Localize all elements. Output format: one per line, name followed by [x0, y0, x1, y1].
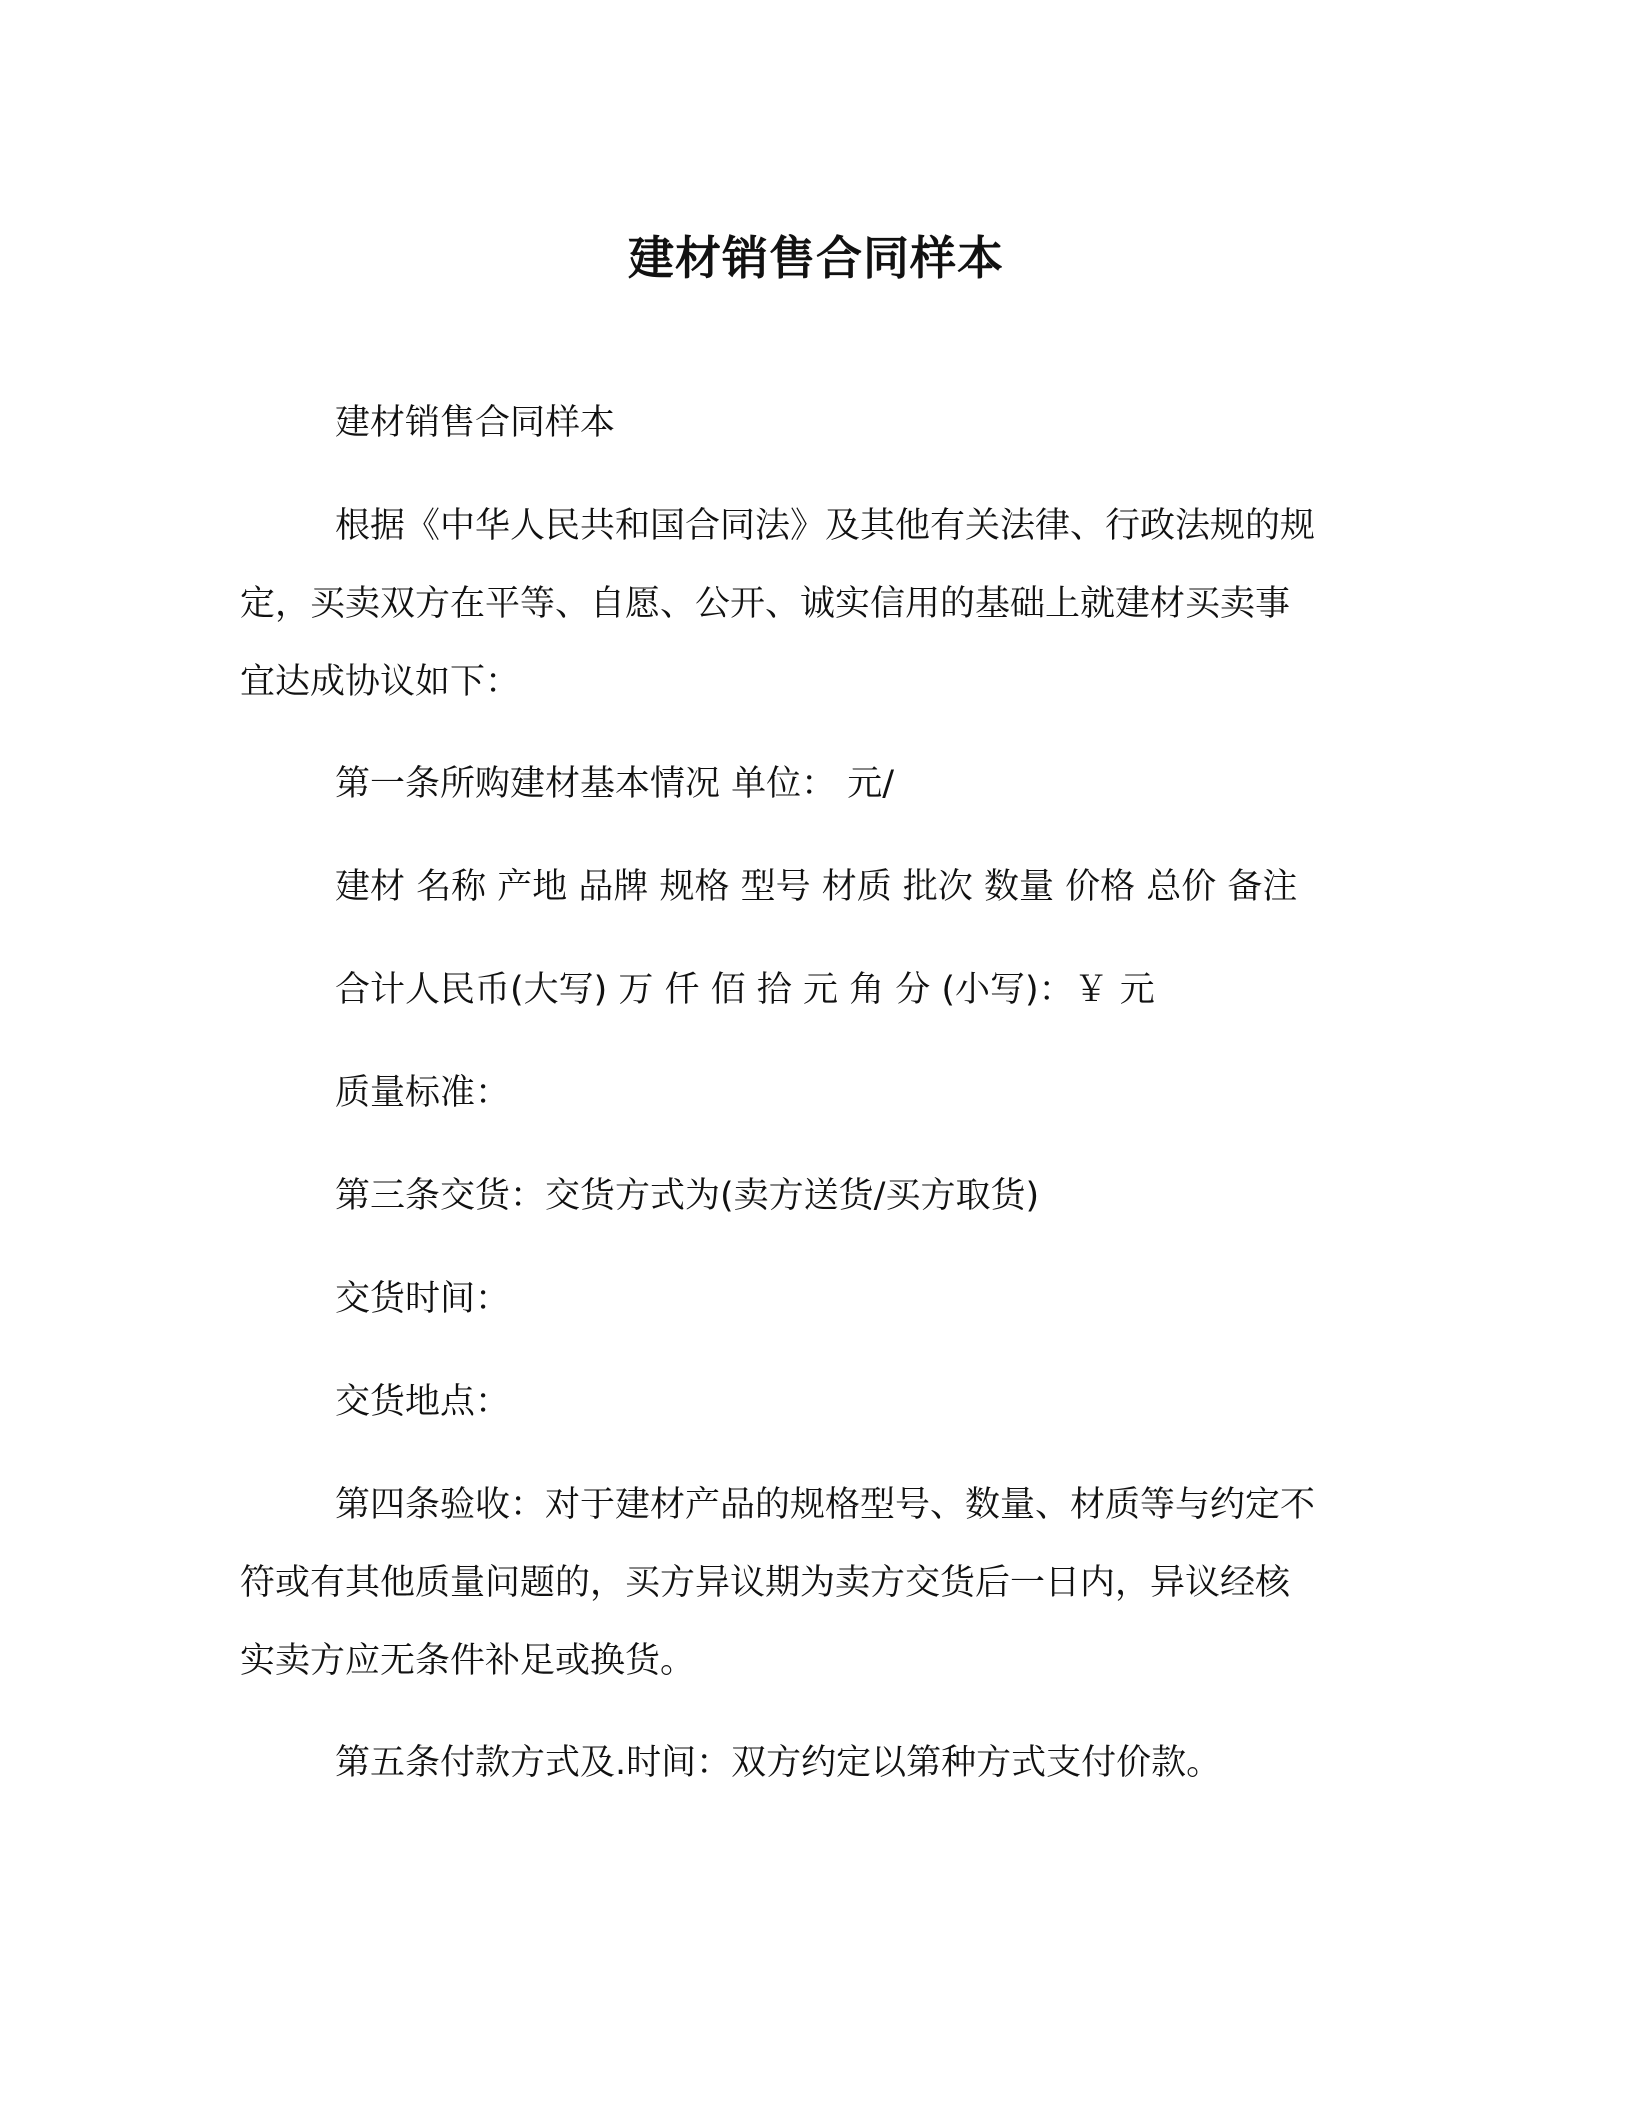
paragraph-line: 交货时间： [335, 1279, 511, 1319]
paragraph-line: 质量标准： [335, 1073, 511, 1113]
paragraph-article-1 [240, 745, 1380, 823]
paragraph-line: 第三条交货：交货方式为(卖方送货/买方取货) [335, 1176, 1040, 1216]
paragraph-line: 合计人民币(大写) 万 仟 佰 拾 元 角 分 (小写)：￥ 元 [335, 970, 1155, 1010]
paragraph-line: 交货地点： [335, 1382, 511, 1422]
paragraph-line: 定，买卖双方在平等、自愿、公开、诚实信用的基础上就建材买卖事 [240, 584, 1291, 624]
paragraph-article-4 [240, 1466, 1380, 1700]
paragraph-delivery-place [240, 1363, 1380, 1441]
paragraph-article-3 [240, 1157, 1380, 1235]
paragraph-delivery-time [240, 1260, 1380, 1338]
paragraph-line: 符或有其他质量问题的，买方异议期为卖方交货后一日内，异议经核 [240, 1563, 1291, 1603]
paragraph-line: 建材 名称 产地 品牌 规格 型号 材质 批次 数量 价格 总价 备注 [335, 867, 1298, 907]
paragraph-line: 建材销售合同样本 [335, 403, 616, 443]
paragraph-line: 第五条付款方式及.时间：双方约定以第种方式支付价款。 [335, 1743, 1222, 1783]
paragraph-line: 实卖方应无条件补足或换货。 [240, 1641, 696, 1681]
document-title: 建材销售合同样本 [628, 231, 1004, 285]
paragraph-line: 第四条验收：对于建材产品的规格型号、数量、材质等与约定不 [335, 1485, 1316, 1525]
paragraph-subtitle [240, 384, 1380, 462]
paragraph-preamble [240, 487, 1380, 721]
paragraph-line: 第一条所购建材基本情况 单位： 元/ [335, 764, 895, 804]
paragraph-material-columns [240, 848, 1380, 926]
paragraph-line: 宜达成协议如下： [240, 662, 521, 702]
paragraph-total [240, 951, 1380, 1029]
paragraph-quality [240, 1054, 1380, 1132]
paragraph-article-5 [240, 1724, 1380, 1802]
paragraph-line: 根据《中华人民共和国合同法》及其他有关法律、行政法规的规 [335, 506, 1316, 546]
